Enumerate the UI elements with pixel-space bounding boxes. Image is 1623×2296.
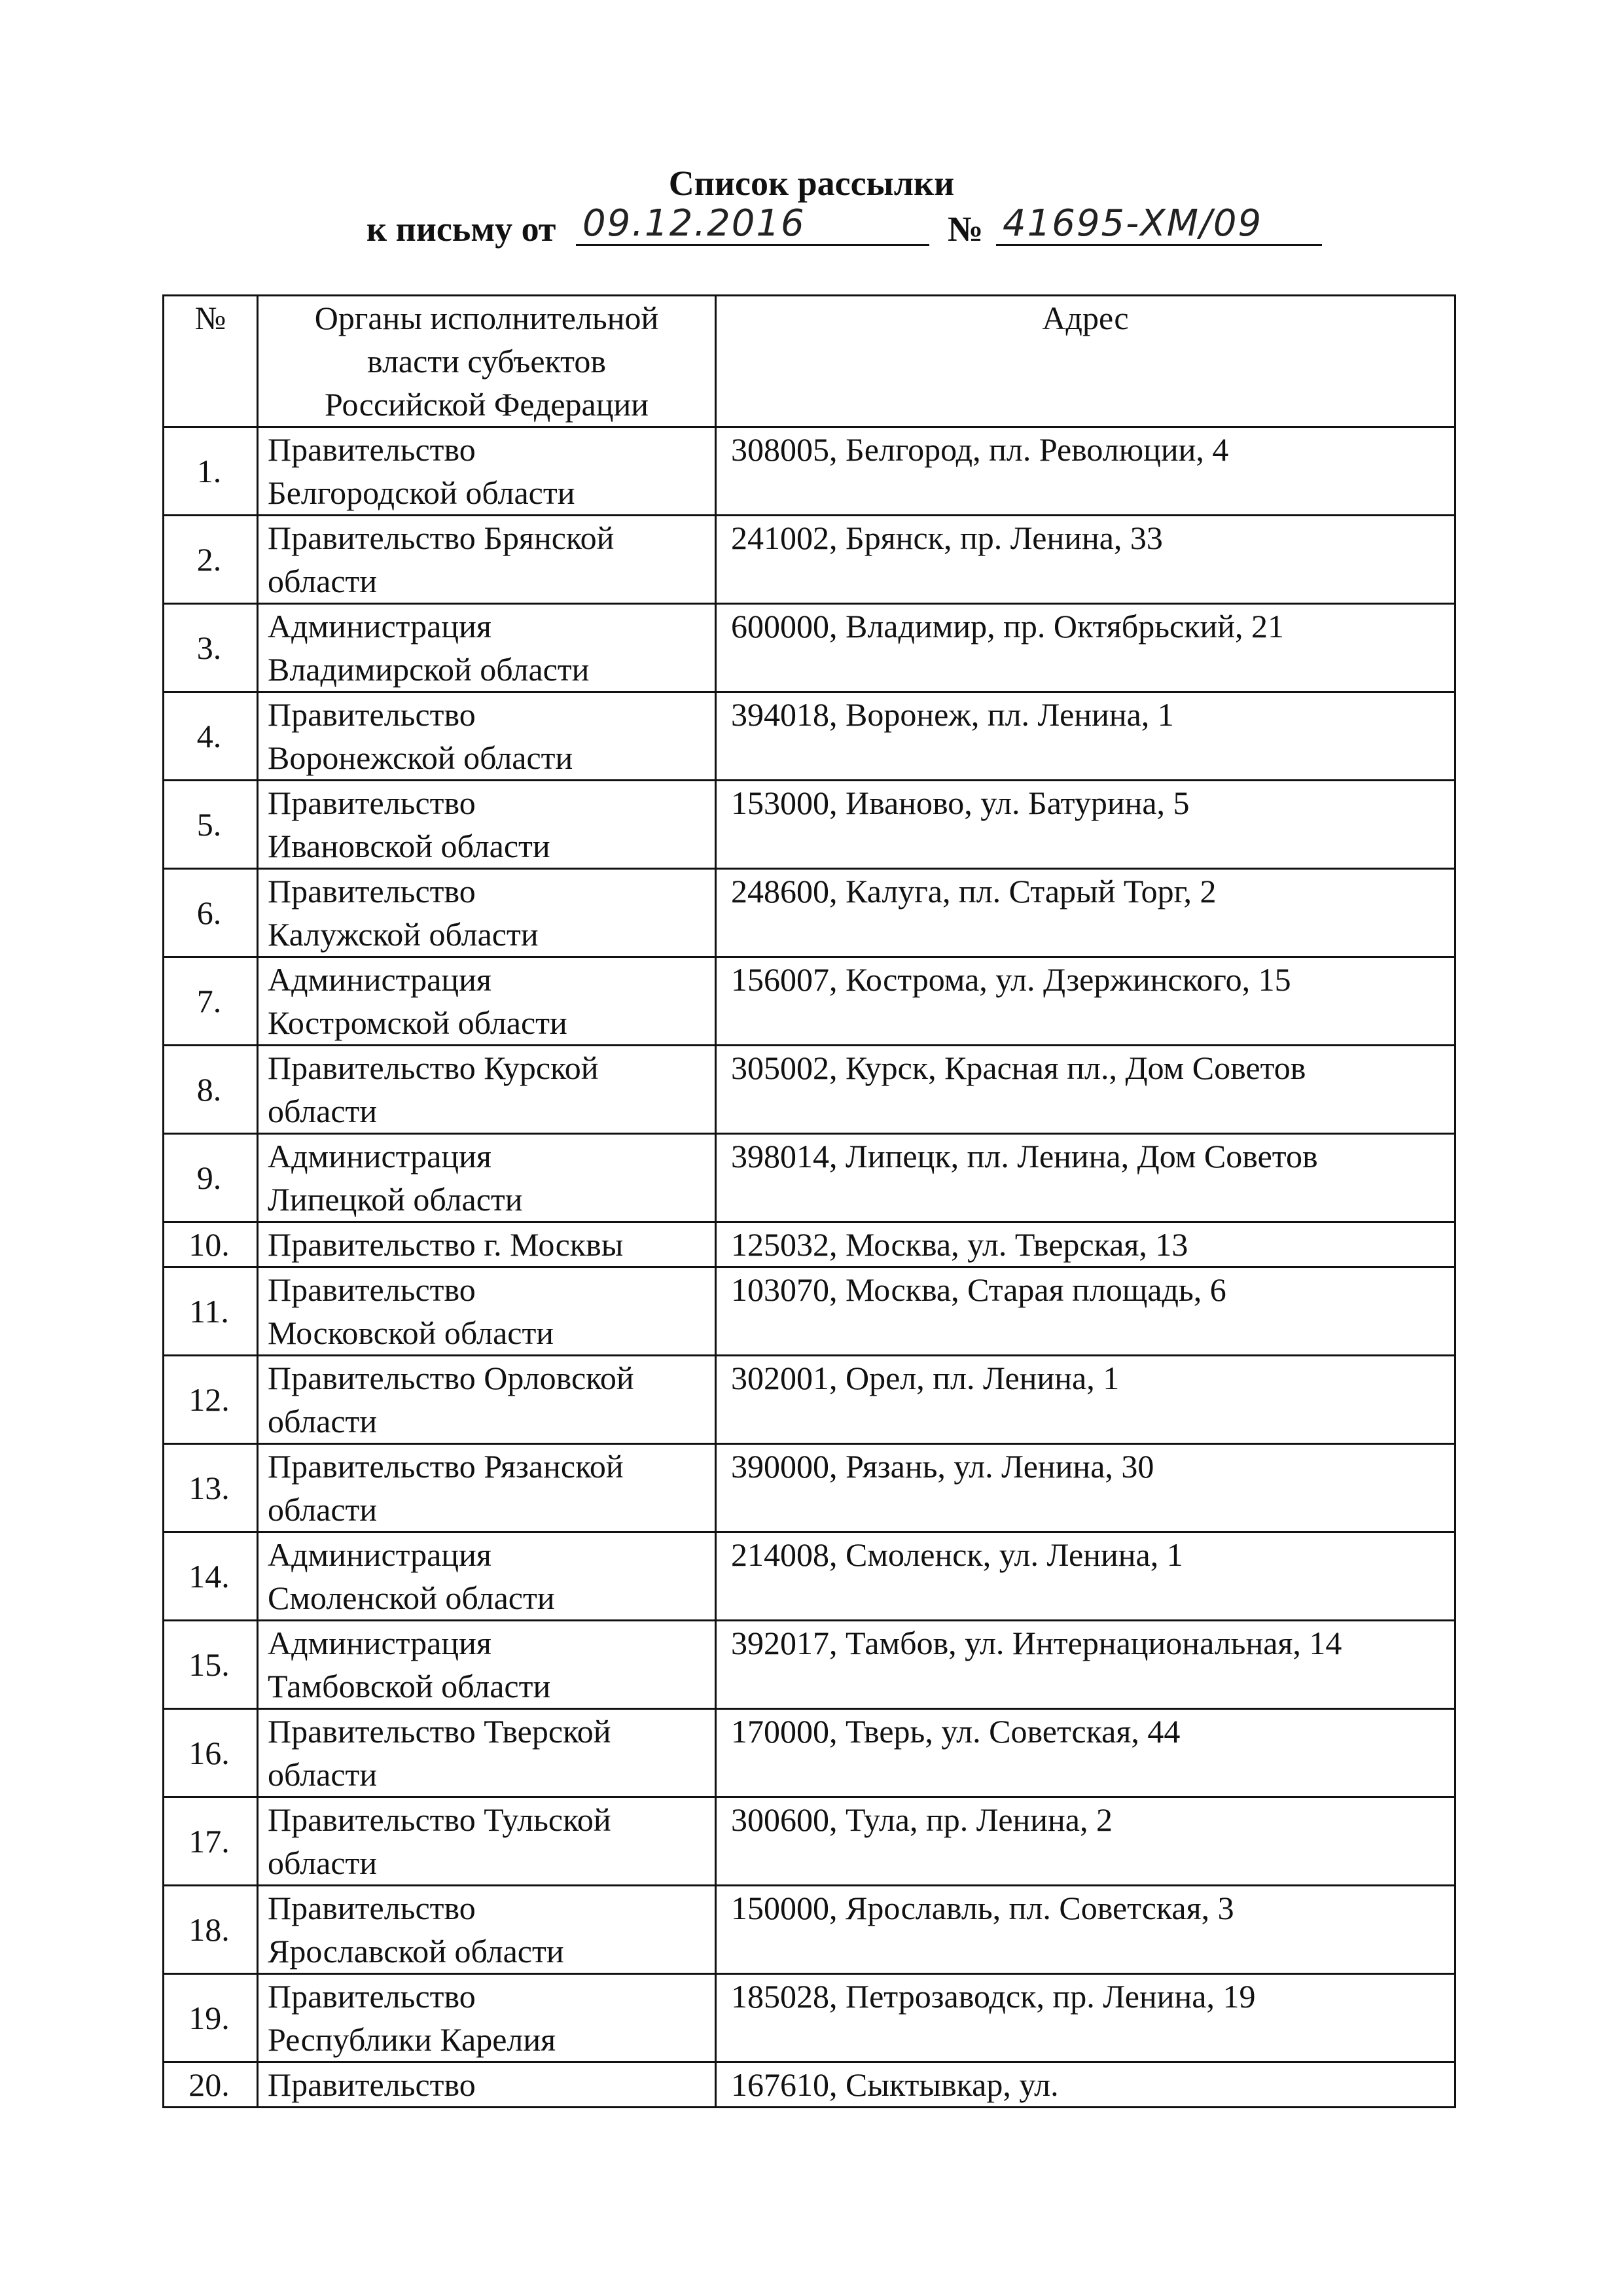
row-address: 170000, Тверь, ул. Советская, 44 — [716, 1709, 1455, 1797]
row-organization — [258, 1532, 716, 1621]
organization-line: Правительство Тверской — [268, 1713, 611, 1750]
table-row — [164, 781, 1455, 869]
organization-line: Смоленской области — [268, 1580, 555, 1616]
row-number: 4. — [164, 692, 258, 781]
row-number: 12. — [164, 1356, 258, 1444]
row-address: 392017, Тамбов, ул. Интернациональная, 14 — [716, 1621, 1455, 1709]
organization-line: области — [268, 1845, 378, 1881]
row-number: 17. — [164, 1797, 258, 1886]
table-row — [164, 1356, 1455, 1444]
row-address: 156007, Кострома, ул. Дзержинского, 15 — [716, 957, 1455, 1046]
table-row — [164, 1532, 1455, 1621]
letter-number-label: № — [948, 209, 984, 249]
row-number: 3. — [164, 604, 258, 692]
organization-line: Владимирской области — [268, 651, 590, 688]
letter-date-label: к письму от — [366, 209, 556, 249]
row-number: 16. — [164, 1709, 258, 1797]
row-organization — [258, 1222, 716, 1267]
organization-line: Правительство — [268, 785, 476, 821]
table-row — [164, 1046, 1455, 1134]
table-row — [164, 604, 1455, 692]
row-address: 308005, Белгород, пл. Революции, 4 — [716, 427, 1455, 516]
organization-line: Правительство Тульской — [268, 1801, 611, 1838]
organization-line: Правительство Рязанской — [268, 1448, 624, 1485]
organization-line: Белгородской области — [268, 474, 575, 511]
row-address: 153000, Иваново, ул. Батурина, 5 — [716, 781, 1455, 869]
row-organization — [258, 869, 716, 957]
row-organization — [258, 1356, 716, 1444]
organization-line: Липецкой области — [268, 1181, 523, 1218]
row-organization — [258, 1974, 716, 2062]
row-address: 167610, Сыктывкар, ул. — [716, 2062, 1455, 2108]
row-organization — [258, 516, 716, 604]
organization-line: Правительство Брянской — [268, 520, 615, 556]
table-header-row — [164, 296, 1455, 427]
organization-line: Правительство Курской — [268, 1050, 599, 1086]
organization-line: области — [268, 1403, 378, 1439]
row-organization — [258, 1621, 716, 1709]
table-row — [164, 516, 1455, 604]
row-address: 214008, Смоленск, ул. Ленина, 1 — [716, 1532, 1455, 1621]
row-organization — [258, 692, 716, 781]
header-address: Адрес — [716, 296, 1455, 427]
table-row — [164, 1974, 1455, 2062]
organization-line: Администрация — [268, 1138, 491, 1174]
row-organization — [258, 957, 716, 1046]
organization-line: Администрация — [268, 1625, 491, 1661]
table-row — [164, 2062, 1455, 2108]
organization-line: области — [268, 1093, 378, 1129]
organization-line: Калужской области — [268, 916, 539, 953]
row-address: 150000, Ярославль, пл. Советская, 3 — [716, 1886, 1455, 1974]
row-organization — [258, 1886, 716, 1974]
row-organization — [258, 1709, 716, 1797]
organization-line: Республики Карелия — [268, 2021, 556, 2058]
row-number: 5. — [164, 781, 258, 869]
row-address: 394018, Воронеж, пл. Ленина, 1 — [716, 692, 1455, 781]
organization-line: Правительство — [268, 1978, 476, 2015]
document-title: Список рассылки — [668, 164, 955, 203]
organization-line: области — [268, 563, 378, 599]
table-row — [164, 869, 1455, 957]
table-row — [164, 1621, 1455, 1709]
organization-line: Администрация — [268, 1536, 491, 1573]
header-organization-line: Российской Федерации — [324, 386, 649, 423]
organization-line: Правительство Орловской — [268, 1360, 634, 1396]
table-row — [164, 1444, 1455, 1532]
table-row — [164, 957, 1455, 1046]
row-organization — [258, 427, 716, 516]
row-address: 390000, Рязань, ул. Ленина, 30 — [716, 1444, 1455, 1532]
row-number: 13. — [164, 1444, 258, 1532]
row-organization — [258, 1134, 716, 1222]
row-number: 19. — [164, 1974, 258, 2062]
table-row — [164, 427, 1455, 516]
row-number: 15. — [164, 1621, 258, 1709]
mailing-list-table — [162, 294, 1456, 2108]
row-address: 125032, Москва, ул. Тверская, 13 — [716, 1222, 1455, 1267]
row-number: 9. — [164, 1134, 258, 1222]
row-number: 8. — [164, 1046, 258, 1134]
letter-reference — [366, 204, 1322, 254]
row-address: 185028, Петрозаводск, пр. Ленина, 19 — [716, 1974, 1455, 2062]
organization-line: Правительство — [268, 2066, 476, 2103]
row-number: 2. — [164, 516, 258, 604]
row-number: 1. — [164, 427, 258, 516]
organization-line: Правительство г. Москвы — [268, 1226, 624, 1263]
row-address: 305002, Курск, Красная пл., Дом Советов — [716, 1046, 1455, 1134]
row-address: 600000, Владимир, пр. Октябрьский, 21 — [716, 604, 1455, 692]
row-organization — [258, 604, 716, 692]
table-row — [164, 1709, 1455, 1797]
row-organization — [258, 1444, 716, 1532]
organization-line: области — [268, 1491, 378, 1528]
table-row — [164, 692, 1455, 781]
organization-line: Воронежской области — [268, 739, 573, 776]
header-number: № — [164, 296, 258, 427]
row-number: 7. — [164, 957, 258, 1046]
table-row — [164, 1267, 1455, 1356]
header-organization-line: власти субъектов — [367, 343, 606, 380]
organization-line: Правительство — [268, 873, 476, 910]
organization-line: Администрация — [268, 608, 491, 645]
row-address: 103070, Москва, Старая площадь, 6 — [716, 1267, 1455, 1356]
organization-line: Правительство — [268, 1271, 476, 1308]
row-number: 6. — [164, 869, 258, 957]
organization-line: Московской области — [268, 1315, 554, 1351]
row-address: 300600, Тула, пр. Ленина, 2 — [716, 1797, 1455, 1886]
table-row — [164, 1886, 1455, 1974]
letter-date-handwritten: 09.12.2016 — [576, 204, 929, 246]
organization-line: Правительство — [268, 1890, 476, 1926]
row-number: 10. — [164, 1222, 258, 1267]
row-organization — [258, 781, 716, 869]
row-address: 302001, Орел, пл. Ленина, 1 — [716, 1356, 1455, 1444]
row-organization — [258, 2062, 716, 2108]
organization-line: Костромской области — [268, 1004, 567, 1041]
organization-line: области — [268, 1756, 378, 1793]
organization-line: Администрация — [268, 961, 491, 998]
organization-line: Ярославской области — [268, 1933, 564, 1969]
row-organization — [258, 1797, 716, 1886]
organization-line: Тамбовской области — [268, 1668, 551, 1704]
row-number: 11. — [164, 1267, 258, 1356]
row-address: 398014, Липецк, пл. Ленина, Дом Советов — [716, 1134, 1455, 1222]
row-number: 20. — [164, 2062, 258, 2108]
organization-line: Ивановской области — [268, 828, 550, 864]
row-number: 14. — [164, 1532, 258, 1621]
row-organization — [258, 1046, 716, 1134]
table-row — [164, 1134, 1455, 1222]
letter-number-handwritten: 41695-ХМ/09 — [996, 204, 1322, 246]
header-organization-line: Органы исполнительной — [314, 300, 659, 336]
organization-line: Правительство — [268, 431, 476, 468]
row-organization — [258, 1267, 716, 1356]
row-address: 241002, Брянск, пр. Ленина, 33 — [716, 516, 1455, 604]
table-row — [164, 1797, 1455, 1886]
organization-line: Правительство — [268, 696, 476, 733]
table-row — [164, 1222, 1455, 1267]
header-organization — [258, 296, 716, 427]
row-address: 248600, Калуга, пл. Старый Торг, 2 — [716, 869, 1455, 957]
row-number: 18. — [164, 1886, 258, 1974]
